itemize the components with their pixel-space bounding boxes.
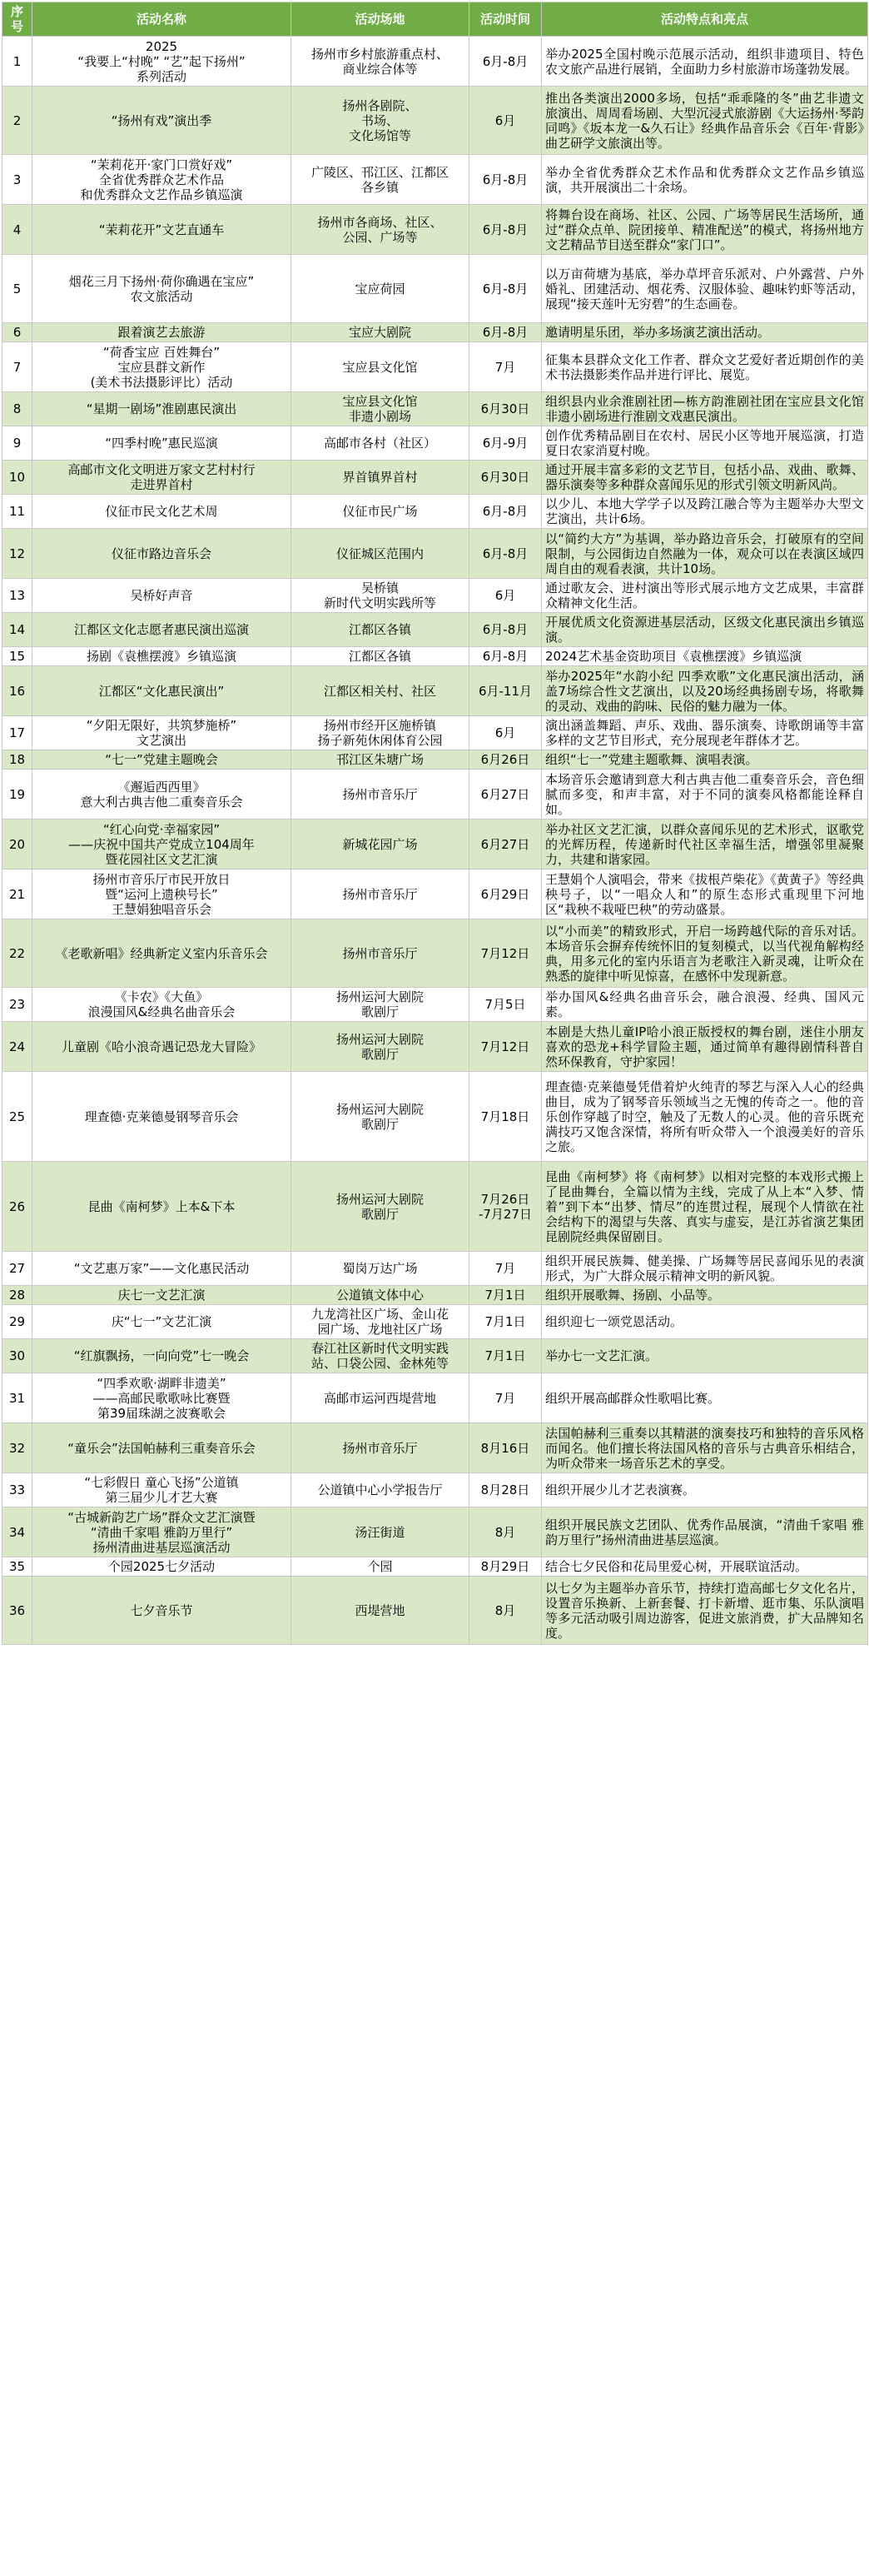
activity-description: 组织开展歌舞、扬剧、小品等。 [542,1286,868,1305]
activity-venue: 九龙湾社区广场、金山花 园广场、龙地社区广场 [291,1305,469,1339]
header-row [2,2,868,37]
activity-time: 8月16日 [469,1423,542,1473]
activity-time: 6月 [469,716,542,750]
row-index: 5 [2,255,32,323]
activity-description: 将舞台设在商场、社区、公园、广场等居民生活场所，通过“群众点单、院团接单、精准配送”的模式，将扬州地方文艺精品节目送至群众“家门口”。 [542,205,868,255]
table-row [2,1339,868,1373]
activity-name: 《卡农》《大鱼》 浪漫国风&经典名曲音乐会 [32,988,291,1022]
activity-time: 6月27日 [469,770,542,820]
activity-name: 七夕音乐节 [32,1577,291,1645]
activity-time: 7月 [469,1252,542,1286]
activity-description: 创作优秀精品剧目在农村、居民小区等地开展巡演，打造夏日农家消夏村晚。 [542,426,868,461]
activity-venue: 高邮市运河西堤营地 [291,1373,469,1423]
table-row [2,820,868,869]
activity-description: 以“小而美”的精致形式，开启一场跨越代际的音乐对话。本场音乐会摒弃传统怀旧的复刻模式，以当代视角解构经典，用多元化的室内乐语言为老歌注入新灵魂，让听众在熟悉的旋律中听见惊喜，在感怀中发现新意。 [542,919,868,988]
activity-name: 理查德·克莱德曼钢琴音乐会 [32,1072,291,1162]
activity-venue: 扬州市音乐厅 [291,869,469,919]
activity-name: 烟花三月下扬州·荷你确遇在宝应” 农文旅活动 [32,255,291,323]
activity-venue: 扬州运河大剧院 歌剧厅 [291,1072,469,1162]
row-index: 32 [2,1423,32,1473]
activity-description: 2024艺术基金资助项目《袁樵摆渡》乡镇巡演 [542,647,868,666]
activity-description: 通过歌友会、进村演出等形式展示地方文艺成果，丰富群众精神文化生活。 [542,579,868,613]
activity-description: 演出涵盖舞蹈、声乐、戏曲、器乐演奏、诗歌朗诵等丰富多样的文艺节目形式，充分展现老年群体才艺。 [542,716,868,750]
row-index: 17 [2,716,32,750]
activity-time: 7月18日 [469,1072,542,1162]
row-index: 3 [2,155,32,205]
activity-description: 通过开展丰富多彩的文艺节目，包括小品、戏曲、歌舞、器乐演奏等多种群众喜闻乐见的形式引领文明新风尚。 [542,461,868,495]
activity-venue: 宝应荷园 [291,255,469,323]
activity-name: “七彩假日 童心飞扬”公道镇 第三届少儿才艺大赛 [32,1473,291,1507]
activity-venue: 西堤营地 [291,1577,469,1645]
activity-name: 庆“七一”文艺汇演 [32,1305,291,1339]
activity-description: 开展优质文化资源进基层活动，区级文化惠民演出乡镇巡演。 [542,613,868,647]
activity-venue: 吴桥镇 新时代文明实践所等 [291,579,469,613]
activity-time: 8月 [469,1507,542,1557]
row-index: 27 [2,1252,32,1286]
activity-name: “红心向党·幸福家园” ——庆祝中国共产党成立104周年 暨花园社区文艺汇演 [32,820,291,869]
activity-venue: 扬州运河大剧院 歌剧厅 [291,988,469,1022]
activity-venue: 公道镇中心小学报告厅 [291,1473,469,1507]
row-index: 7 [2,342,32,392]
row-index: 8 [2,392,32,426]
activity-name: 2025 “我要上“村晚” “艺”起下扬州” 系列活动 [32,37,291,87]
activity-venue: 扬州市乡村旅游重点村、 商业综合体等 [291,37,469,87]
table-row [2,1022,868,1072]
table-row [2,495,868,529]
activity-time: 7月 [469,1373,542,1423]
activity-description: 征集本县群众文化工作者、群众文艺爱好者近期创作的美术书法摄影类作品并进行评比、展览。 [542,342,868,392]
table-row [2,1252,868,1286]
activity-time: 6月-8月 [469,205,542,255]
activity-time: 6月-8月 [469,529,542,579]
activity-name: 个园2025七夕活动 [32,1557,291,1577]
activity-name: “四季欢歌·湖畔非遗美” ——高邮民歌歌咏比赛暨 第39届珠湖之波赛歌会 [32,1373,291,1423]
row-index: 23 [2,988,32,1022]
activity-description: 以万亩荷塘为基底，举办草坪音乐派对、户外露营、户外婚礼、团建活动、烟花秀、汉服体验、趣味钓虾等活动，展现“接天莲叶无穷碧”的生态画卷。 [542,255,868,323]
table-row [2,716,868,750]
table-row [2,426,868,461]
activity-description: 理查德·克莱德曼凭借着炉火纯青的琴艺与深入人心的经典曲目，成为了钢琴音乐领域当之无愧的传奇之一。他的音乐创作穿越了时空，触及了无数人的心灵。他的音乐既充满技巧又饱含深情，将所有听众带入一个浪漫美好的音乐之旅。 [542,1072,868,1162]
activity-name: 高邮市文化文明进万家文艺村村行 走进界首村 [32,461,291,495]
activity-time: 8月28日 [469,1473,542,1507]
activity-venue: 邗江区朱塘广场 [291,750,469,770]
activity-name: “荷香宝应 百姓舞台” 宝应县群文新作 (美术书法摄影评比）活动 [32,342,291,392]
table-row [2,1577,868,1645]
activity-venue: 蜀岗万达广场 [291,1252,469,1286]
activity-name: 跟着演艺去旅游 [32,323,291,342]
table-row [2,529,868,579]
activity-time: 6月30日 [469,461,542,495]
activity-name: “七一”党建主题晚会 [32,750,291,770]
row-index: 34 [2,1507,32,1557]
activity-description: 法国帕赫利三重奏以其精湛的演奏技巧和独特的音乐风格而闻名。他们擅长将法国风格的音乐与古典音乐相结合，为听众带来一场音乐艺术的享受。 [542,1423,868,1473]
activity-name: “星期一剧场”淮剧惠民演出 [32,392,291,426]
activity-venue: 江都区各镇 [291,613,469,647]
activity-table [2,2,868,1645]
activity-time: 7月5日 [469,988,542,1022]
activity-time: 7月26日 -7月27日 [469,1162,542,1252]
row-index: 14 [2,613,32,647]
activity-description: 组织“七一”党建主题歌舞、演唱表演。 [542,750,868,770]
activity-name: “茉莉花开·家门口赏好戏” 全省优秀群众艺术作品 和优秀群众文艺作品乡镇巡演 [32,155,291,205]
header-time: 活动时间 [469,2,542,37]
activity-time: 7月12日 [469,1022,542,1072]
row-index: 19 [2,770,32,820]
table-row [2,1557,868,1577]
row-index: 29 [2,1305,32,1339]
table-row [2,750,868,770]
activity-description: 举办国风&经典名曲音乐会，融合浪漫、经典、国风元素。 [542,988,868,1022]
activity-description: 以七夕为主题举办音乐节，持续打造高邮七夕文化名片，设置音乐换新、上新套餐、打卡新增、逛市集、乐队演唱等多元活动吸引周边游客，促进文旅消费，扩大品牌知名度。 [542,1577,868,1645]
activity-venue: 春江社区新时代文明实践 站、口袋公园、金林苑等 [291,1339,469,1373]
activity-time: 6月26日 [469,750,542,770]
table-row [2,342,868,392]
row-index: 33 [2,1473,32,1507]
activity-name: 仪征市民文化艺术周 [32,495,291,529]
activity-name: 江都区文化志愿者惠民演出巡演 [32,613,291,647]
row-index: 22 [2,919,32,988]
table-row [2,869,868,919]
row-index: 4 [2,205,32,255]
activity-time: 6月27日 [469,820,542,869]
row-index: 20 [2,820,32,869]
activity-time: 6月-8月 [469,255,542,323]
activity-venue: 扬州市音乐厅 [291,1423,469,1473]
row-index: 10 [2,461,32,495]
activity-venue: 扬州市音乐厅 [291,770,469,820]
activity-venue: 宝应县文化馆 [291,342,469,392]
activity-time: 6月30日 [469,392,542,426]
activity-description: 结合七夕民俗和花局里爱心树，开展联谊活动。 [542,1557,868,1577]
activity-time: 6月-8月 [469,155,542,205]
activity-time: 7月1日 [469,1305,542,1339]
activity-name: 扬州市音乐厅市民开放日 暨“运河上遗秧号长” 王慧娟独唱音乐会 [32,869,291,919]
header-venue: 活动场地 [291,2,469,37]
row-index: 35 [2,1557,32,1577]
activity-name: 仪征市路边音乐会 [32,529,291,579]
table-row [2,1305,868,1339]
table-row [2,255,868,323]
activity-venue: 江都区各镇 [291,647,469,666]
activity-description: 组织开展民族舞、健美操、广场舞等居民喜闻乐见的表演形式，为广大群众展示精神文明的新风貌。 [542,1252,868,1286]
table-row [2,1286,868,1305]
activity-description: 本剧是大热儿童IP哈小浪正版授权的舞台剧，迷住小朋友喜欢的恐龙+科学冒险主题，通过简单有趣得剧情科普自然环保教育，守护家园！ [542,1022,868,1072]
activity-name: “扬州有戏”演出季 [32,87,291,155]
row-index: 13 [2,579,32,613]
activity-venue: 扬州市各商场、社区、 公园、广场等 [291,205,469,255]
activity-time: 6月-8月 [469,37,542,87]
activity-venue: 江都区相关村、社区 [291,666,469,716]
table-row [2,461,868,495]
activity-description: 组织开展少儿才艺表演赛。 [542,1473,868,1507]
row-index: 30 [2,1339,32,1373]
activity-description: 举办七一文艺汇演。 [542,1339,868,1373]
activity-time: 6月-8月 [469,647,542,666]
activity-description: 举办2025全国村晚示范展示活动，组织非遗项目、特色农文旅产品进行展销，全面助力乡村旅游市场蓬勃发展。 [542,37,868,87]
activity-name: 吴桥好声音 [32,579,291,613]
row-index: 21 [2,869,32,919]
activity-venue: 宝应大剧院 [291,323,469,342]
activity-time: 7月 [469,342,542,392]
row-index: 31 [2,1373,32,1423]
activity-venue: 汤汪街道 [291,1507,469,1557]
row-index: 15 [2,647,32,666]
row-index: 25 [2,1072,32,1162]
row-index: 12 [2,529,32,579]
activity-time: 7月12日 [469,919,542,988]
table-row [2,1162,868,1252]
activity-description: 组织开展民族文艺团队、优秀作品展演，“清曲千家唱 雅韵万里行”扬州清曲进基层巡演。 [542,1507,868,1557]
activity-venue: 个园 [291,1557,469,1577]
row-index: 2 [2,87,32,155]
table-row [2,647,868,666]
activity-name: “夕阳无限好，共筑梦施桥” 文艺演出 [32,716,291,750]
row-index: 36 [2,1577,32,1645]
row-index: 18 [2,750,32,770]
table-row [2,770,868,820]
row-index: 26 [2,1162,32,1252]
activity-time: 6月 [469,579,542,613]
activity-description: 昆曲《南柯梦》将《南柯梦》以相对完整的本戏形式搬上了昆曲舞台，全篇以情为主线，完成了从上本“入梦、情着”到下本“出梦、情尽”的连贯过程，展现个人情欲在社会结构下的渴望与失落、真实与虚妄，是江苏省演艺集团昆剧院经典保留剧目。 [542,1162,868,1252]
table-row [2,579,868,613]
activity-description: 以“简约大方”为基调，举办路边音乐会，打破原有的空间限制，与公园街边自然融为一体，观众可以在表演区域四周自由的观看表演，共计10场。 [542,529,868,579]
table-row [2,323,868,342]
activity-time: 6月29日 [469,869,542,919]
activity-time: 6月 [469,87,542,155]
activity-name: “童乐会”法国帕赫利三重奏音乐会 [32,1423,291,1473]
activity-venue: 新城花园广场 [291,820,469,869]
activity-name: “文艺惠万家”——文化惠民活动 [32,1252,291,1286]
activity-name: 《老歌新唱》经典新定义室内乐音乐会 [32,919,291,988]
table-row [2,1507,868,1557]
table-row [2,613,868,647]
table-row [2,392,868,426]
table-row [2,205,868,255]
activity-description: 举办全省优秀群众艺术作品和优秀群众文艺作品乡镇巡演，共开展演出二十余场。 [542,155,868,205]
table-row [2,37,868,87]
activity-venue: 仪征城区范围内 [291,529,469,579]
activity-venue: 扬州市经开区施桥镇 扬子新苑休闲体育公园 [291,716,469,750]
activity-venue: 界首镇界首村 [291,461,469,495]
activity-time: 6月-8月 [469,495,542,529]
activity-venue: 宝应县文化馆 非遗小剧场 [291,392,469,426]
activity-name: “古城新韵艺广场”群众文艺汇演暨 “清曲千家唱 雅韵万里行” 扬州清曲进基层巡演活动 [32,1507,291,1557]
table-row [2,1072,868,1162]
activity-name: “茉莉花开”文艺直通车 [32,205,291,255]
header-name: 活动名称 [32,2,291,37]
activity-name: 江都区“文化惠民演出” [32,666,291,716]
activity-name: 扬剧《袁樵摆渡》乡镇巡演 [32,647,291,666]
activity-time: 7月1日 [469,1286,542,1305]
activity-name: 庆七一文艺汇演 [32,1286,291,1305]
row-index: 24 [2,1022,32,1072]
table-row [2,155,868,205]
activity-name: “红旗飘扬，一向向党”七一晚会 [32,1339,291,1373]
activity-time: 6月-8月 [469,323,542,342]
activity-time: 7月1日 [469,1339,542,1373]
activity-description: 推出各类演出2000多场，包括“乖乖隆的冬”曲艺非遗文旅演出、周周看场剧、大型沉浸式旅游剧《大运扬州·琴韵同鸣》《坂本龙一&久石让》经典作品音乐会《百年·背影》曲艺研学文旅演出等。 [542,87,868,155]
activity-venue: 扬州市音乐厅 [291,919,469,988]
row-index: 11 [2,495,32,529]
activity-name: 《邂逅西西里》 意大利古典吉他二重奏音乐会 [32,770,291,820]
table-row [2,1423,868,1473]
activity-description: 组织县内业余淮剧社团—栋方韵淮剧社团在宝应县文化馆非遗小剧场进行淮剧文戏惠民演出。 [542,392,868,426]
activity-description: 举办2025年“水韵小纪 四季欢歌”文化惠民演出活动，涵盖7场综合性文艺演出，以及20场经典扬剧专场，将歌舞的灵动、戏曲的韵味、民俗的魅力融为一体。 [542,666,868,716]
row-index: 28 [2,1286,32,1305]
activity-venue: 扬州运河大剧院 歌剧厅 [291,1162,469,1252]
table-row [2,87,868,155]
activity-time: 6月-9月 [469,426,542,461]
activity-time: 8月 [469,1577,542,1645]
activity-venue: 扬州各剧院、 书场、 文化场馆等 [291,87,469,155]
row-index: 16 [2,666,32,716]
activity-venue: 广陵区、邗江区、江都区 各乡镇 [291,155,469,205]
activity-description: 以少儿、本地大学学子以及跨江融合等为主题举办大型文艺演出，共计6场。 [542,495,868,529]
activity-description: 王慧娟个人演唱会，带来《拔根芦柴花》《黄黄子》等经典秧号子，以“一唱众人和”的原生态形式重现里下河地区“栽秧不栽哑巴秧”的劳动盛景。 [542,869,868,919]
table-row [2,988,868,1022]
activity-time: 6月-11月 [469,666,542,716]
activity-venue: 扬州运河大剧院 歌剧厅 [291,1022,469,1072]
activity-description: 举办社区文艺汇演，以群众喜闻乐见的艺术形式，讴歌党的光辉历程，传递新时代社区幸福生活，增强邻里凝聚力，共建和谐家园。 [542,820,868,869]
activity-description: 组织开展高邮群众性歌唱比赛。 [542,1373,868,1423]
activity-venue: 高邮市各村（社区） [291,426,469,461]
table-row [2,1473,868,1507]
activity-description: 本场音乐会邀请到意大利古典吉他二重奏音乐会，音色细腻而多变，和声丰富，对于不同的演奏风格都能诠释自如。 [542,770,868,820]
activity-venue: 仪征市民广场 [291,495,469,529]
activity-time: 6月-8月 [469,613,542,647]
activity-name: 儿童剧《哈小浪奇遇记恐龙大冒险》 [32,1022,291,1072]
header-index: 序号 [2,2,32,37]
activity-description: 组织迎七一颂党恩活动。 [542,1305,868,1339]
header-description: 活动特点和亮点 [542,2,868,37]
table-row [2,919,868,988]
row-index: 9 [2,426,32,461]
row-index: 1 [2,37,32,87]
table-row [2,1373,868,1423]
activity-description: 邀请明星乐团，举办多场演艺演出活动。 [542,323,868,342]
activity-venue: 公道镇文体中心 [291,1286,469,1305]
activity-name: 昆曲《南柯梦》上本&下本 [32,1162,291,1252]
table-row [2,666,868,716]
activity-name: “四季村晚”惠民巡演 [32,426,291,461]
activity-time: 8月29日 [469,1557,542,1577]
row-index: 6 [2,323,32,342]
